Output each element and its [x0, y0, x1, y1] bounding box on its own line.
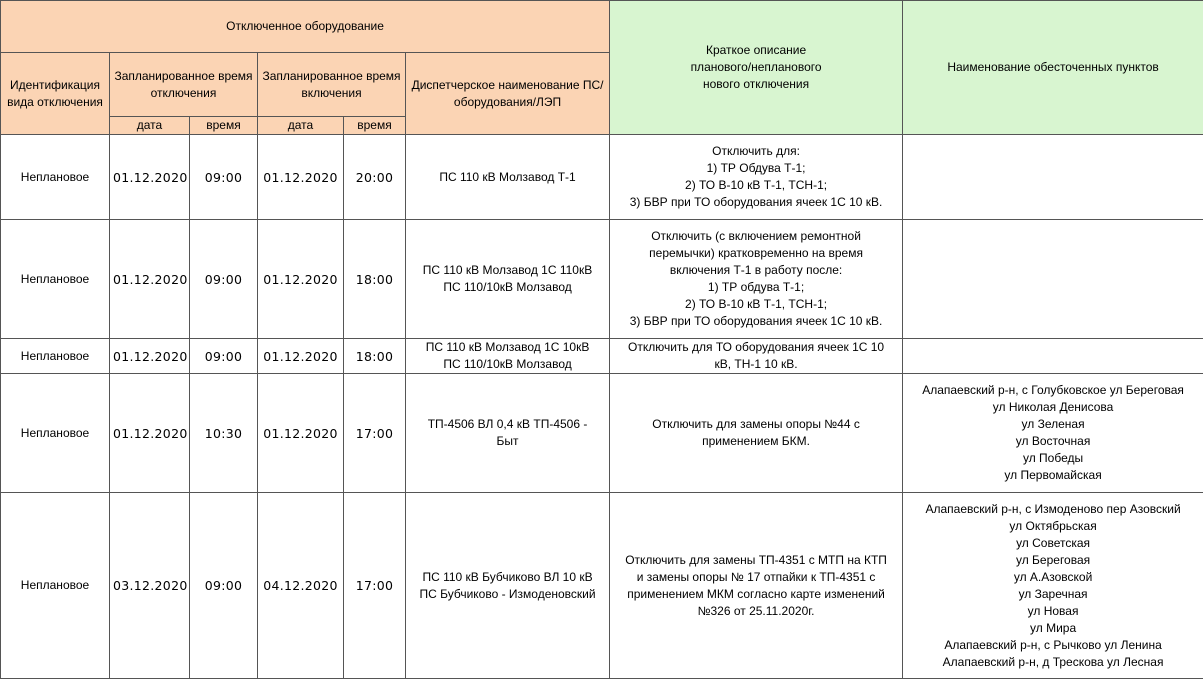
row-equipment: ПС 110 кВ Молзавод 1С 10кВ ПС 110/10кВ Молзавод: [406, 339, 610, 374]
row-on-date: 01.12.2020: [258, 135, 344, 220]
header-off-date: дата: [110, 117, 190, 135]
row-description: Отключить (с включением ремонтной перемычки) кратковременно на время включения Т-1 в работу после: 1) ТР обдува Т-1; 2) ТО В-10 кВ Т-1, ТСН-1; 3) БВР при ТО оборудования ячеек 1С 10 кВ.: [610, 220, 903, 339]
table-row: [1, 220, 1203, 339]
header-points: Наименование обесточенных пунктов: [903, 1, 1203, 135]
row-type: Неплановое: [1, 135, 110, 220]
row-description: Отключить для замены ТП-4351 с МТП на КТП и замены опоры № 17 отпайки к ТП-4351 с применением МКМ согласно карте изменений №326 от 25.11.2020г.: [610, 493, 903, 679]
row-on-time: 17:00: [344, 374, 406, 493]
row-on-date: 04.12.2020: [258, 493, 344, 679]
row-off-date: 01.12.2020: [110, 135, 190, 220]
row-on-date: 01.12.2020: [258, 339, 344, 374]
header-id-type: Идентификация вида отключения: [1, 53, 110, 135]
row-off-time: 09:00: [190, 220, 258, 339]
row-points: [903, 220, 1203, 339]
row-type: Неплановое: [1, 374, 110, 493]
header-on-time: время: [344, 117, 406, 135]
table-row: [1, 135, 1203, 220]
row-on-date: 01.12.2020: [258, 374, 344, 493]
row-equipment: ПС 110 кВ Молзавод 1С 110кВ ПС 110/10кВ Молзавод: [406, 220, 610, 339]
row-equipment: ТП-4506 ВЛ 0,4 кВ ТП-4506 - Быт: [406, 374, 610, 493]
row-off-date: 01.12.2020: [110, 220, 190, 339]
header-description: Краткое описание планового/непланового нового отключения: [610, 1, 903, 135]
row-points: [903, 135, 1203, 220]
row-on-time: 17:00: [344, 493, 406, 679]
row-description: Отключить для ТО оборудования ячеек 1С 10 кВ, ТН-1 10 кВ.: [610, 339, 903, 374]
row-off-date: 01.12.2020: [110, 339, 190, 374]
header-planned-off: Запланированное время отключения: [110, 53, 258, 117]
table-row: [1, 339, 1203, 374]
row-type: Неплановое: [1, 493, 110, 679]
row-off-date: 03.12.2020: [110, 493, 190, 679]
row-equipment: ПС 110 кВ Бубчиково ВЛ 10 кВ ПС Бубчиково - Измоденовский: [406, 493, 610, 679]
row-points: Алапаевский р-н, с Голубковское ул Береговая ул Николая Денисова ул Зеленая ул Восточная ул Победы ул Первомайская: [903, 374, 1203, 493]
row-equipment: ПС 110 кВ Молзавод Т-1: [406, 135, 610, 220]
row-description: Отключить для замены опоры №44 с применением БКМ.: [610, 374, 903, 493]
row-off-time: 09:00: [190, 493, 258, 679]
row-off-time: 10:30: [190, 374, 258, 493]
row-type: Неплановое: [1, 220, 110, 339]
row-points: Алапаевский р-н, с Измоденово пер Азовский ул Октябрьская ул Советская ул Береговая ул А.Азовской ул Заречная ул Новая ул Мира Алапаевский р-н, с Рычково ул Ленина Алапаевский р-н, д Трескова ул Лесная: [903, 493, 1203, 679]
row-on-time: 18:00: [344, 339, 406, 374]
row-off-time: 09:00: [190, 135, 258, 220]
row-on-time: 20:00: [344, 135, 406, 220]
row-description: Отключить для: 1) ТР Обдува Т-1; 2) ТО В-10 кВ Т-1, ТСН-1; 3) БВР при ТО оборудования ячеек 1С 10 кВ.: [610, 135, 903, 220]
header-planned-on: Запланированное время включения: [258, 53, 406, 117]
header-on-date: дата: [258, 117, 344, 135]
table-row: [1, 374, 1203, 493]
row-type: Неплановое: [1, 339, 110, 374]
table-row: [1, 493, 1203, 679]
row-points: [903, 339, 1203, 374]
header-dispatch-name: Диспетчерское наименование ПС/оборудования/ЛЭП: [406, 53, 610, 135]
header-off-time: время: [190, 117, 258, 135]
row-on-date: 01.12.2020: [258, 220, 344, 339]
header-group-title: Отключенное оборудование: [1, 1, 610, 53]
row-off-date: 01.12.2020: [110, 374, 190, 493]
row-on-time: 18:00: [344, 220, 406, 339]
row-off-time: 09:00: [190, 339, 258, 374]
